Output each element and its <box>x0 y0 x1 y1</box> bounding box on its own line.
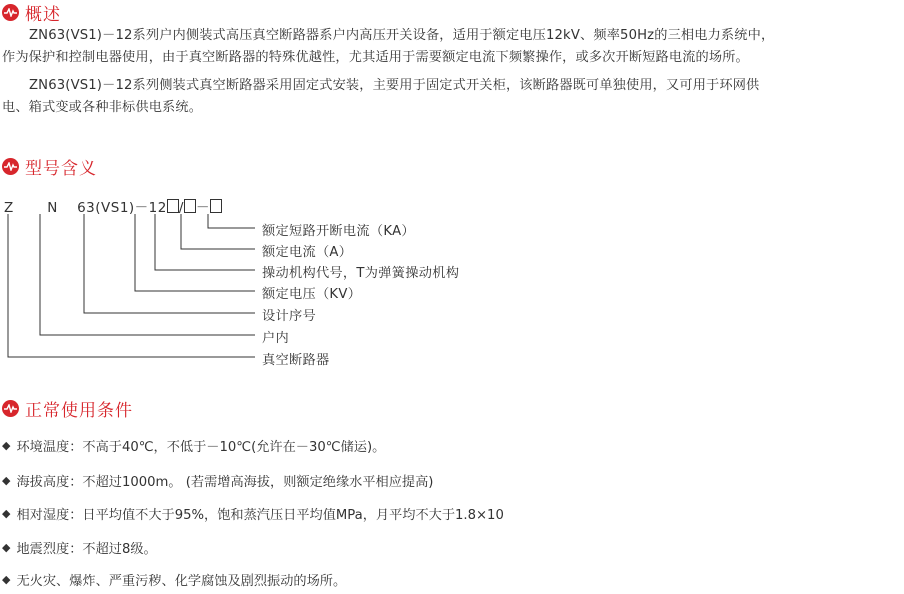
overview-para2-line2: 电、箱式变或各种非标供电系统。 <box>2 100 203 115</box>
overview-para1-line1: ZN63(VS1)－12系列户内侧装式高压真空断路器系户内高压开关设备，适用于额定电压12kV、频率50Hz的三相电力系统中， <box>29 28 775 43</box>
section-title: 型号含义 <box>25 158 97 179</box>
connector-line <box>208 214 255 228</box>
pulse-heart-icon <box>2 400 19 417</box>
condition-item <box>2 538 157 557</box>
condition-text: 环境温度：不高于40℃，不低于－10℃(允许在－30℃储运)。 <box>16 440 386 455</box>
condition-item <box>2 471 433 490</box>
connector-line <box>8 214 255 357</box>
overview-para2-line1: ZN63(VS1)－12系列侧装式真空断路器采用固定式安装，主要用于固定式开关柜，该断路器既可单独使用，又可用于环网供 <box>29 78 760 93</box>
model-label: 设计序号 <box>262 309 316 324</box>
code-dash: － <box>195 200 210 216</box>
diamond-bullet-icon: ◆ <box>2 507 11 520</box>
condition-text: 地震烈度：不超过8级。 <box>16 542 157 557</box>
section-title: 正常使用条件 <box>25 400 133 421</box>
diamond-bullet-icon: ◆ <box>2 541 11 554</box>
condition-item <box>2 570 346 589</box>
code-z: Z <box>4 200 14 216</box>
model-label: 额定电流（A） <box>262 245 353 260</box>
diamond-bullet-icon: ◆ <box>2 474 11 487</box>
model-label: 额定短路开断电流（KA） <box>262 224 415 239</box>
condition-item <box>2 436 385 455</box>
condition-text: 无火灾、爆炸、严重污秽、化学腐蚀及剧烈振动的场所。 <box>16 574 347 589</box>
code-n: N <box>47 200 58 216</box>
model-label: 户内 <box>262 331 289 346</box>
model-label: 操动机构代号，T为弹簧操动机构 <box>262 266 460 281</box>
connector-line <box>181 214 255 249</box>
code-slash: / <box>178 200 184 216</box>
diamond-bullet-icon: ◆ <box>2 439 11 452</box>
connector-line <box>40 214 255 335</box>
connector-line <box>155 214 255 270</box>
condition-text: 海拔高度：不超过1000m。 (若需增高海拔，则额定绝缘水平相应提高) <box>16 475 434 490</box>
connector-line <box>135 214 255 291</box>
model-label: 额定电压（KV） <box>262 287 362 302</box>
diamond-bullet-icon: ◆ <box>2 573 11 586</box>
condition-text: 相对湿度：日平均值不大于95%，饱和蒸汽压日平均值MPa，月平均不大于1.8×10 <box>16 508 504 523</box>
model-label: 真空断路器 <box>262 353 330 368</box>
code-series: 63(VS1)－12 <box>77 200 167 216</box>
overview-para1-line2: 作为保护和控制电器使用，由于真空断路器的特殊优越性，尤其适用于需要额定电流下频繁操作，或多次开断短路电流的场所。 <box>2 50 749 65</box>
section-title: 概述 <box>25 4 61 25</box>
conditions-heading <box>2 397 133 419</box>
connector-line <box>84 214 255 313</box>
condition-item <box>2 504 504 523</box>
